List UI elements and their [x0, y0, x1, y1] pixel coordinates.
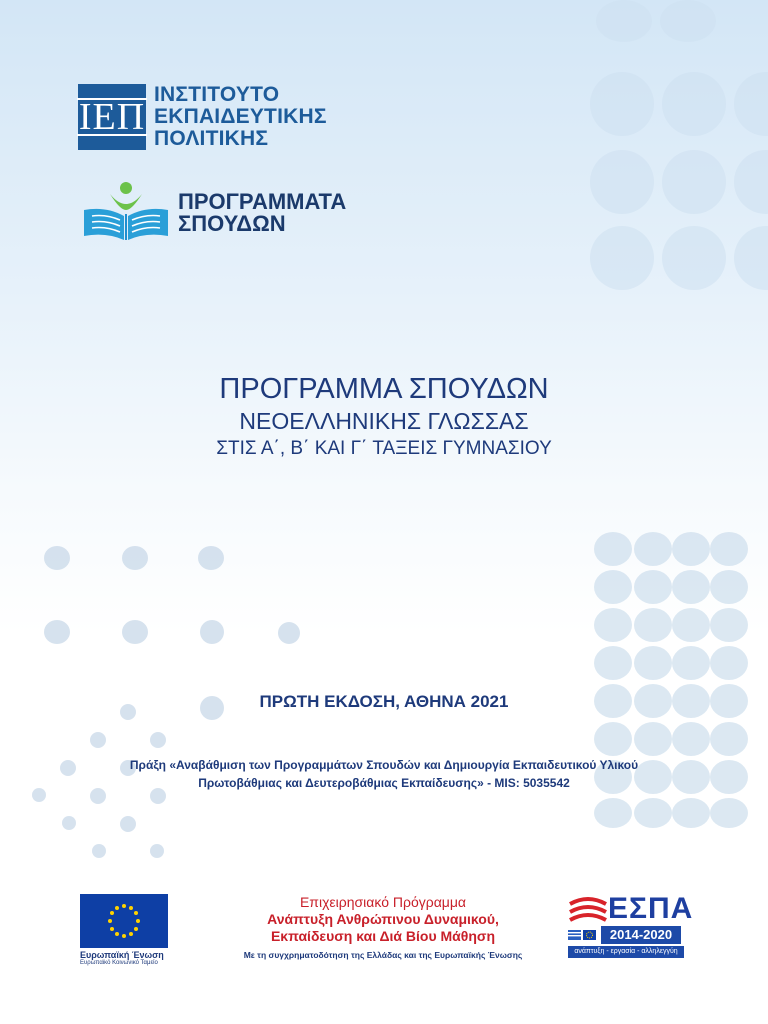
- eu-caption: Ευρωπαϊκή Ένωση: [80, 950, 164, 960]
- programs-logo-line-2: ΣΠΟΥΔΩΝ: [178, 211, 286, 236]
- programs-logo-line-1: ΠΡΟΓΡΑΜΜΑΤΑ: [178, 189, 347, 214]
- eu-flag-icon: [80, 894, 168, 948]
- espa-years: 2014-2020: [601, 926, 681, 944]
- flags-icon: [568, 928, 598, 944]
- op-line-2: Ανάπτυξη Ανθρώπινου Δυναμικού,: [267, 911, 499, 927]
- programs-logo: [80, 180, 346, 246]
- operational-program-logo: [218, 894, 548, 960]
- iep-line-1: ΙΝΣΤΙΤΟΥΤΟ: [154, 83, 280, 106]
- espa-tagline: ανάπτυξη - εργασία - αλληλεγγύη: [568, 946, 684, 958]
- op-line-1: Επιχειρησιακό Πρόγραμμα: [299, 894, 467, 910]
- iep-line-3: ΠΟΛΙΤΙΚΗΣ: [154, 127, 269, 150]
- espa-logo-icon: [568, 892, 694, 962]
- project-line-1: Πράξη «Αναβάθμιση των Προγραμμάτων Σπουδών και Δημιουργία Εκπαιδευτικού Υλικού: [129, 758, 639, 772]
- project-line-2: Πρωτοβάθμιας και Δευτεροβάθμιας Εκπαίδευσης» - MIS: 5035542: [198, 776, 570, 790]
- programs-logo-text: [178, 191, 346, 235]
- eu-subcaption: Ευρωπαϊκό Κοινωνικό Ταμείο: [80, 960, 158, 966]
- iep-abbr: ΙΕΠ: [78, 96, 146, 138]
- iep-line-2: ΕΚΠΑΙΔΕΥΤΙΚΗΣ: [154, 105, 327, 128]
- iep-monogram: [78, 84, 146, 150]
- open-book-person-icon: [80, 180, 172, 246]
- title-line-3: ΣΤΙΣ Α΄, Β΄ ΚΑΙ Γ΄ ΤΑΞΕΙΣ ΓΥΜΝΑΣΙΟΥ: [216, 438, 552, 459]
- op-line-3: Εκπαίδευση και Διά Βίου Μάθηση: [270, 928, 496, 944]
- espa-waves-icon: [568, 894, 608, 928]
- title-line-1: ΠΡΟΓΡΑΜΜΑ ΣΠΟΥΔΩΝ: [219, 373, 549, 405]
- iep-name: [154, 84, 327, 150]
- iep-logo: [78, 84, 327, 150]
- espa-word: ΕΣΠΑ: [608, 892, 694, 925]
- document-title-block: [0, 372, 768, 462]
- op-cofunding-note: Με τη συγχρηματοδότηση της Ελλάδας και της Ευρωπαϊκής Ένωσης: [243, 950, 523, 960]
- edition-line: ΠΡΩΤΗ ΕΚΔΟΣΗ, ΑΘΗΝΑ 2021: [259, 692, 509, 711]
- title-line-2: ΝΕΟΕΛΛΗΝΙΚΗΣ ΓΛΩΣΣΑΣ: [239, 408, 529, 434]
- eu-logo: [80, 894, 168, 966]
- project-description: [0, 756, 768, 792]
